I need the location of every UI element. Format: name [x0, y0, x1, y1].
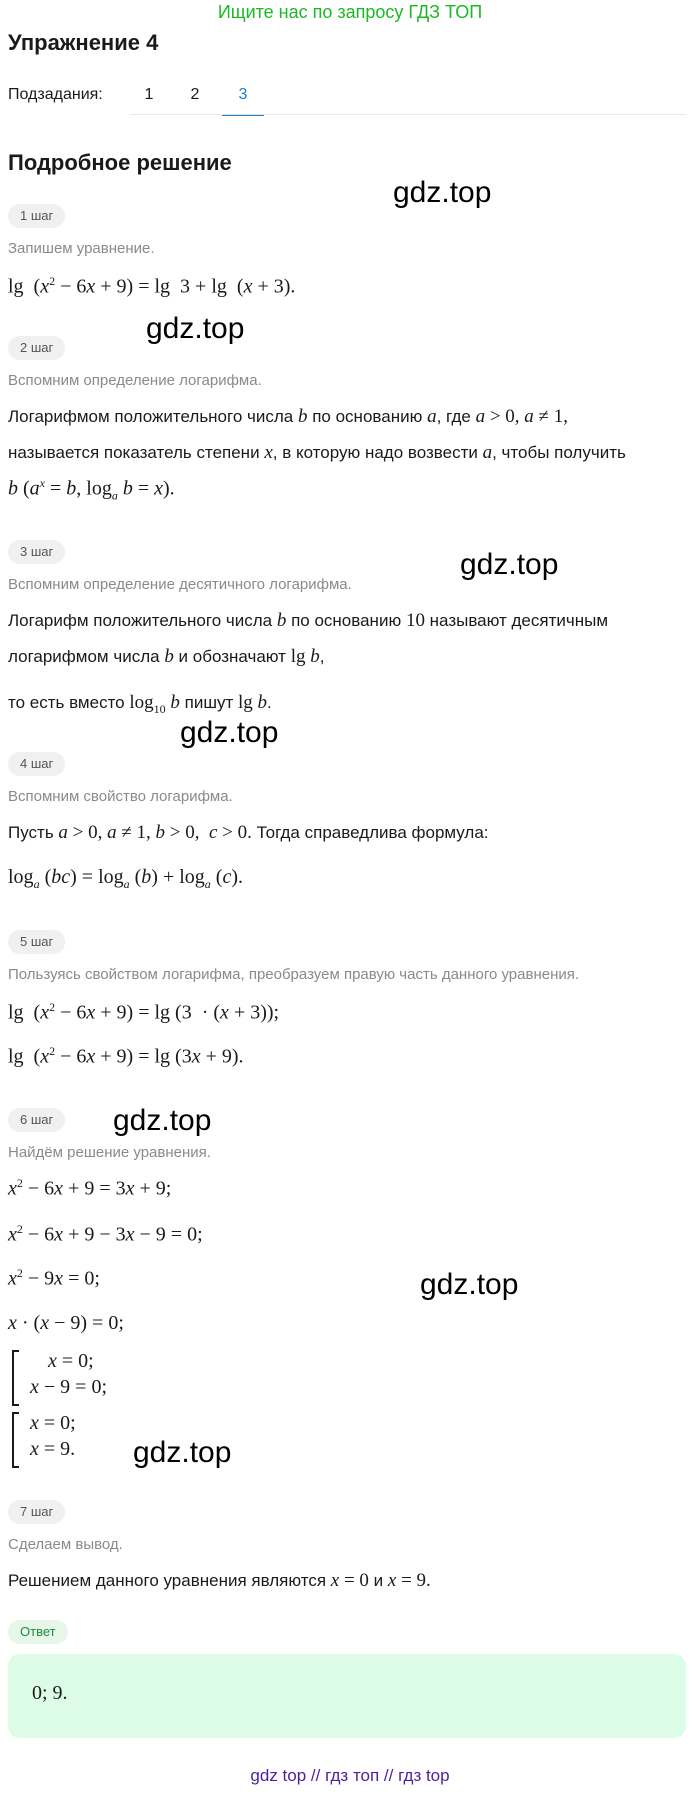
watermark: gdz.top [180, 716, 279, 749]
answer-badge: Ответ [8, 1620, 68, 1644]
solution-line: $x^2 - 6x + 9 = 3x + 9$; [8, 1176, 172, 1200]
step-badge: 3 шаг [8, 540, 65, 564]
tabs-divider [130, 114, 686, 115]
system-bracket [12, 1412, 19, 1468]
search-banner: Ищите нас по запросу ГДЗ ТОП [217, 2, 483, 22]
tab-subtask-3[interactable]: 3 [222, 80, 264, 116]
property-condition: Пусть a > 0, a ≠ 1, b > 0, c > 0. Тогда справедлива формула: [8, 822, 489, 843]
watermark: gdz.top [420, 1268, 519, 1301]
watermark: gdz.top [460, 548, 559, 581]
tab-subtask-1[interactable]: 1 [144, 86, 154, 103]
solution-line: x = 0; [48, 1350, 94, 1372]
solution-line: $x^2 - 6x + 9 - 3x - 9 = 0$; [8, 1222, 203, 1246]
definition-line: Логарифм положительного числа b по основанию 10 называют десятичным [8, 610, 609, 631]
system-bracket [12, 1350, 19, 1406]
definition-line: логарифмом числа b и обозначают lg b, [8, 646, 325, 667]
step-hint: Найдём решение уравнения. [8, 1144, 211, 1161]
equation-transformed: $\lg (x^2 - 6x + 9) = \lg (3 \cdot (x + 3))$; [8, 1000, 280, 1024]
answer-value: 0; 9. [32, 1682, 68, 1704]
watermark: gdz.top [393, 176, 492, 209]
subtasks-label: Подзадания: [8, 86, 103, 103]
step-badge: 4 шаг [8, 752, 65, 776]
page-title: Упражнение 4 [8, 30, 159, 55]
step-hint: Запишем уравнение. [8, 240, 155, 257]
definition-line: Логарифмом положительного числа b по основанию a, где a > 0, a ≠ 1, [8, 406, 568, 427]
step-badge: 1 шаг [8, 204, 65, 228]
property-formula: $\log_a (bc) = \log_a (b) + \log_a (c)$. [8, 866, 244, 891]
footer-links[interactable]: gdz top // гдз топ // гдз top [250, 1766, 450, 1785]
step-hint: Пользуясь свойством логарифма, преобразуем правую часть данного уравнения. [8, 966, 580, 983]
step-badge: 7 шаг [8, 1500, 65, 1524]
watermark: gdz.top [133, 1436, 232, 1469]
step-hint: Вспомним свойство логарифма. [8, 788, 233, 805]
solution-line: $x^2 - 9x = 0$; [8, 1266, 100, 1290]
step-badge: 2 шаг [8, 336, 65, 360]
step-hint: Сделаем вывод. [8, 1536, 123, 1553]
solution-heading: Подробное решение [8, 150, 232, 175]
watermark: gdz.top [146, 312, 245, 345]
definition-line: называется показатель степени x, в которую надо возвести a, чтобы получить [8, 442, 626, 463]
solution-line: x = 9. [30, 1438, 76, 1460]
step-badge: 6 шаг [8, 1108, 65, 1132]
definition-formula: b ($a^x = b$, $\log_a b = x$). [8, 476, 175, 503]
solution-line: x · (x − 9) = 0; [8, 1312, 124, 1334]
step-hint: Вспомним определение десятичного логарифма. [8, 576, 352, 593]
solution-line: x − 9 = 0; [30, 1376, 108, 1398]
answer-box [8, 1654, 686, 1738]
equation-transformed: $\lg (x^2 - 6x + 9) = \lg (3x + 9)$. [8, 1044, 244, 1068]
tab-subtask-2[interactable]: 2 [190, 86, 200, 103]
watermark: gdz.top [113, 1104, 212, 1137]
step-hint: Вспомним определение логарифма. [8, 372, 262, 389]
step-badge: 5 шаг [8, 930, 65, 954]
equation-original: $\lg (x^2 - 6x + 9) = \lg 3 + \lg (x + 3)$. [8, 274, 296, 298]
solution-line: x = 0; [30, 1412, 76, 1434]
definition-line: то есть вместо $\log_{10} b$ пишут lg b. [8, 692, 272, 716]
conclusion-line: Решением данного уравнения являются x = 0 и x = 9. [8, 1570, 431, 1591]
